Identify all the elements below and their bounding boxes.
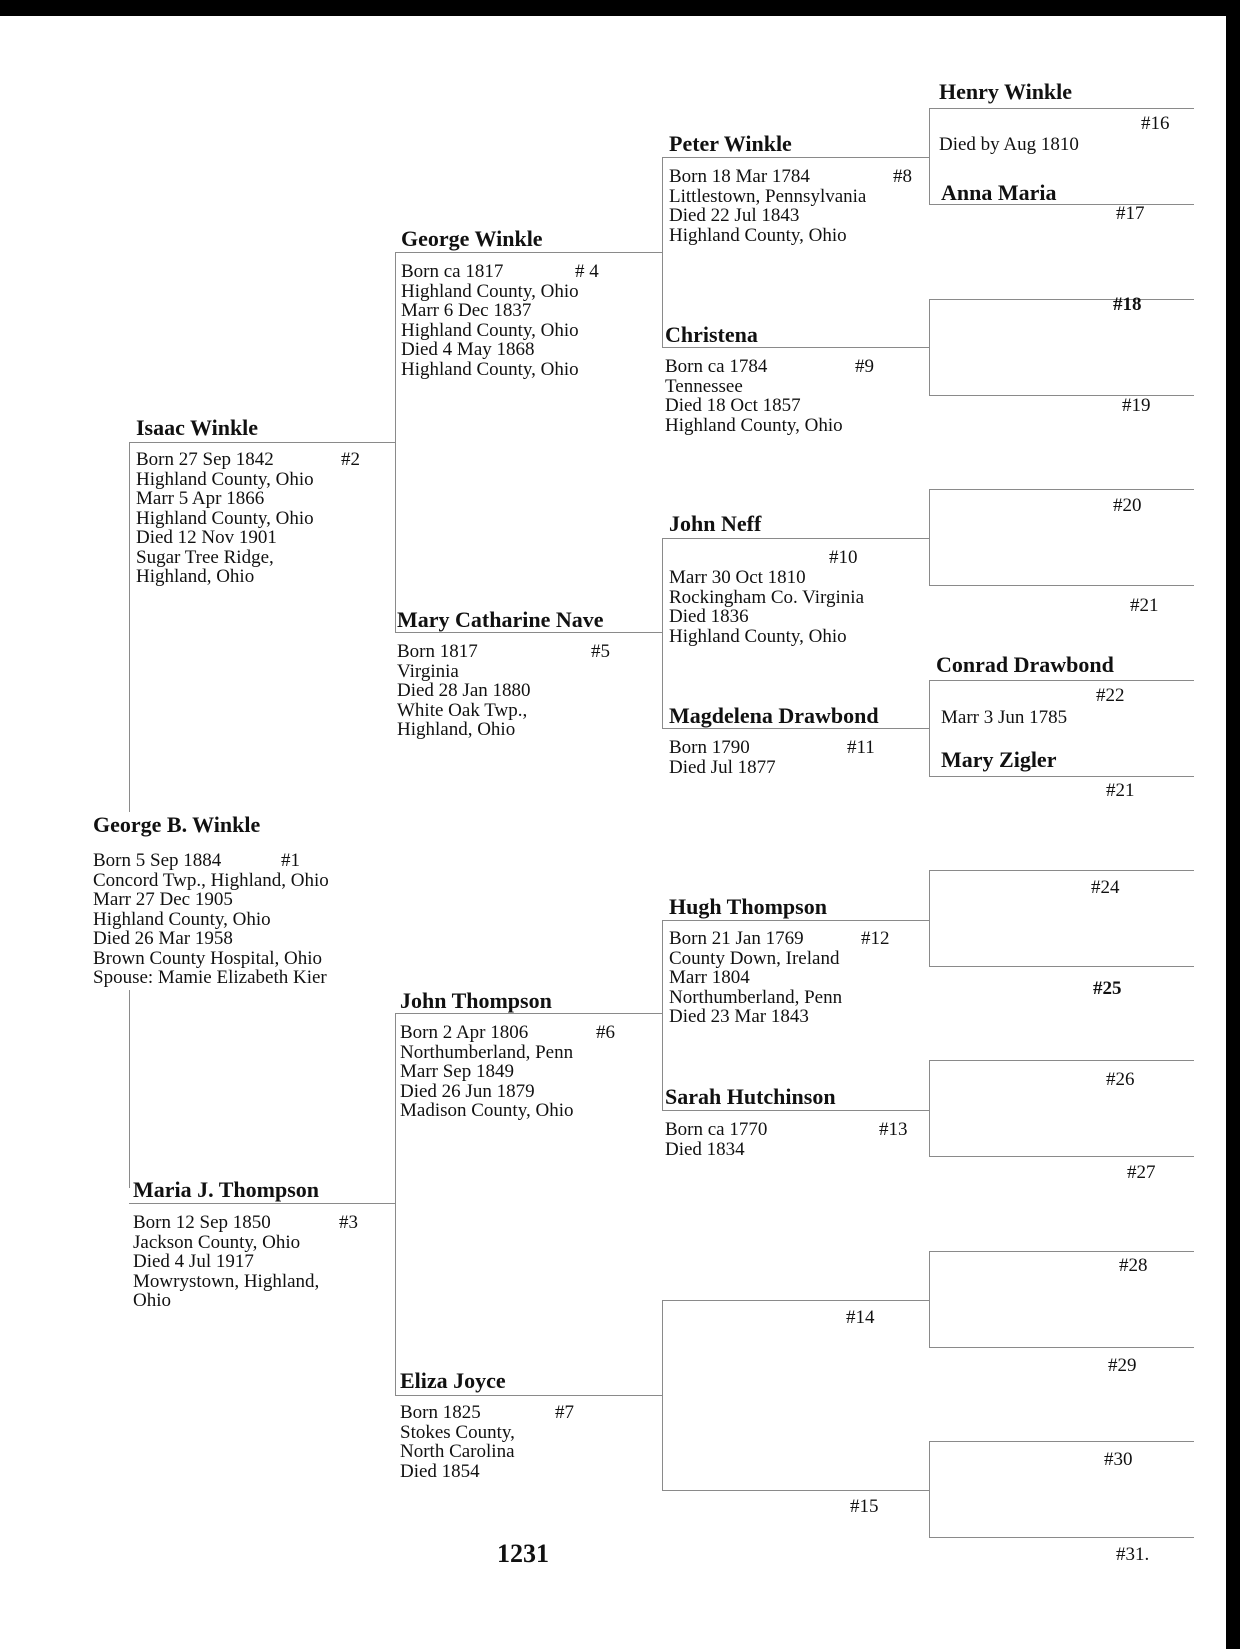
person-number: #13 — [879, 1119, 908, 1140]
connector — [395, 1203, 396, 1395]
person-number: #19 — [1122, 395, 1151, 416]
person-number: #6 — [596, 1022, 615, 1043]
connector — [929, 108, 930, 204]
person-number: #20 — [1113, 495, 1142, 516]
person-number: #31. — [1116, 1544, 1150, 1565]
detail-line: Spouse: Mamie Elizabeth Kier — [93, 967, 327, 988]
person-name: John Thompson — [400, 988, 552, 1013]
detail-line: Rockingham Co. Virginia — [669, 586, 865, 608]
detail-line: Died 12 Nov 1901 — [136, 527, 277, 548]
detail-line: Marr Sep 1849 — [400, 1061, 514, 1082]
connector — [395, 1013, 662, 1014]
connector — [929, 1537, 1194, 1538]
connector — [929, 870, 930, 966]
detail-line: Died 1834 — [665, 1138, 745, 1160]
person-name: Conrad Drawbond — [936, 652, 1114, 677]
connector — [662, 1110, 929, 1111]
connector — [395, 252, 396, 443]
connector — [662, 347, 929, 348]
detail-line: Died 18 Oct 1857 — [665, 395, 801, 416]
detail-line: Highland, Ohio — [397, 719, 516, 740]
detail-line: Born 1817 — [397, 641, 478, 662]
person-number: #30 — [1104, 1449, 1133, 1470]
connector — [929, 680, 930, 776]
person-details — [669, 929, 842, 1027]
detail-line: Died 28 Jan 1880 — [397, 680, 531, 701]
detail-line: Died 26 Mar 1958 — [93, 928, 233, 949]
detail-line: Born 12 Sep 1850 — [133, 1212, 271, 1233]
person-number: #3 — [339, 1212, 358, 1233]
connector — [129, 990, 130, 1188]
detail-line: Born ca 1784 — [665, 356, 768, 377]
detail-line: North Carolina — [400, 1441, 515, 1462]
connector — [929, 299, 930, 395]
person-number: #28 — [1119, 1255, 1148, 1276]
person-number: #1 — [281, 850, 300, 871]
detail-line: Highland County, Ohio — [669, 224, 847, 246]
connector — [662, 920, 663, 1110]
detail-line: Born ca 1770 — [665, 1119, 768, 1140]
detail-line: Died 1854 — [400, 1460, 480, 1482]
person-name: Hugh Thompson — [669, 894, 827, 919]
connector — [662, 538, 929, 539]
detail-line: Littlestown, Pennsylvania — [669, 185, 867, 207]
detail-line: Jackson County, Ohio — [133, 1231, 301, 1253]
detail-line: Highland, Ohio — [136, 566, 255, 587]
detail-line: Marr 3 Jun 1785 — [941, 707, 1068, 728]
detail-line: Stokes County, — [400, 1421, 515, 1443]
connector — [929, 1156, 1194, 1157]
person-number: #2 — [341, 449, 360, 470]
connector — [929, 299, 1194, 300]
person-number: #10 — [829, 547, 858, 568]
person-details — [665, 1120, 767, 1159]
person-number: #7 — [555, 1402, 574, 1423]
person-details — [665, 357, 843, 435]
person-number: #12 — [861, 928, 890, 949]
detail-line: Marr 6 Dec 1837 — [401, 300, 532, 321]
person-details — [669, 167, 866, 245]
detail-line: Born 18 Mar 1784 — [669, 166, 810, 187]
detail-line: Died 4 Jul 1917 — [133, 1251, 254, 1272]
connector — [929, 489, 1194, 490]
connector — [395, 442, 396, 632]
connector — [129, 442, 130, 812]
detail-line: Marr 5 Apr 1866 — [136, 488, 265, 509]
connector — [929, 1251, 1194, 1252]
scan-right-border — [1226, 0, 1240, 1649]
person-number: #21 — [1130, 595, 1159, 616]
person-number: #16 — [1141, 113, 1170, 134]
detail-line: Highland County, Ohio — [669, 625, 847, 647]
connector — [929, 966, 1194, 967]
person-number: #25 — [1093, 978, 1122, 999]
person-number: #14 — [846, 1307, 875, 1328]
detail-line: Died 22 Jul 1843 — [669, 205, 800, 226]
connector — [929, 1060, 1194, 1061]
connector — [929, 1441, 930, 1537]
person-number: #29 — [1108, 1355, 1137, 1376]
detail-line: Sugar Tree Ridge, — [136, 546, 274, 568]
person-name: Isaac Winkle — [136, 415, 259, 440]
detail-line: Highland County, Ohio — [401, 358, 579, 380]
person-number: #8 — [893, 166, 912, 187]
connector — [929, 870, 1194, 871]
person-details — [93, 851, 329, 988]
detail-line: Died 4 May 1868 — [401, 339, 535, 360]
person-number: #11 — [847, 737, 875, 758]
connector — [929, 1347, 1194, 1348]
detail-line: Died by Aug 1810 — [939, 134, 1079, 155]
person-name: Mary Catharine Nave — [397, 607, 604, 632]
person-number: #9 — [855, 356, 874, 377]
detail-line: Born 5 Sep 1884 — [93, 850, 222, 871]
person-name: Peter Winkle — [669, 131, 792, 156]
connector — [929, 489, 930, 585]
detail-line: Tennessee — [665, 375, 743, 397]
detail-line: Marr 1804 — [669, 967, 750, 988]
person-name: George Winkle — [401, 226, 543, 251]
connector — [662, 920, 929, 921]
detail-line: Born 2 Apr 1806 — [400, 1022, 529, 1043]
connector — [395, 1013, 396, 1203]
person-details — [941, 708, 1067, 728]
person-number: #21 — [1106, 780, 1135, 801]
connector — [129, 442, 395, 443]
detail-line: Mowrystown, Highland, — [133, 1270, 320, 1292]
connector — [395, 1395, 662, 1396]
connector — [662, 728, 929, 729]
person-number: #26 — [1106, 1069, 1135, 1090]
person-number: #24 — [1091, 877, 1120, 898]
detail-line: Northumberland, Penn — [400, 1041, 574, 1063]
person-name: Magdelena Drawbond — [669, 703, 879, 728]
detail-line: Died 23 Mar 1843 — [669, 1006, 809, 1027]
detail-line: Born 1825 — [400, 1402, 481, 1423]
connector — [929, 776, 1194, 777]
person-details — [939, 135, 1079, 155]
page-number: 1231 — [497, 1539, 549, 1568]
detail-line: Madison County, Ohio — [400, 1100, 574, 1121]
person-number: #22 — [1096, 685, 1125, 706]
detail-line: Died 1836 — [669, 606, 749, 627]
person-name: Sarah Hutchinson — [665, 1084, 836, 1109]
person-details — [400, 1403, 515, 1481]
detail-line: Brown County Hospital, Ohio — [93, 947, 323, 969]
person-details — [397, 642, 531, 740]
connector — [662, 538, 663, 728]
person-details — [400, 1023, 573, 1121]
connector — [662, 157, 663, 347]
person-name: Maria J. Thompson — [133, 1177, 320, 1202]
person-details — [401, 262, 579, 379]
detail-line: Highland County, Ohio — [665, 414, 843, 436]
connector — [929, 1060, 930, 1156]
person-name: John Neff — [669, 511, 762, 536]
person-number: #18 — [1113, 294, 1142, 315]
detail-line: Ohio — [133, 1290, 171, 1311]
connector — [662, 1490, 929, 1491]
person-name: Christena — [665, 322, 758, 347]
detail-line: Born 21 Jan 1769 — [669, 928, 804, 949]
detail-line: Highland County, Ohio — [136, 507, 314, 529]
person-details — [669, 738, 776, 777]
person-name: Mary Zigler — [941, 747, 1057, 772]
detail-line: Highland County, Ohio — [93, 908, 271, 930]
person-name: George B. Winkle — [93, 812, 261, 837]
person-name: Anna Maria — [941, 180, 1057, 205]
connector — [929, 108, 1194, 109]
connector — [929, 680, 1194, 681]
detail-line: Northumberland, Penn — [669, 986, 843, 1008]
detail-line: White Oak Twp., — [397, 699, 528, 721]
connector — [129, 1203, 395, 1204]
detail-line: Born 1790 — [669, 737, 750, 758]
connector — [662, 1300, 663, 1490]
person-name: Eliza Joyce — [400, 1368, 506, 1393]
detail-line: Highland County, Ohio — [401, 280, 579, 302]
scan-top-border — [0, 0, 1240, 16]
connector — [395, 252, 662, 253]
person-number: # 4 — [575, 261, 599, 282]
detail-line: Died 26 Jun 1879 — [400, 1080, 535, 1102]
detail-line: Virginia — [397, 660, 459, 682]
connector — [929, 585, 1194, 586]
detail-line: Died Jul 1877 — [669, 756, 776, 778]
detail-line: County Down, Ireland — [669, 947, 840, 969]
detail-line: Born ca 1817 — [401, 261, 504, 282]
connector — [662, 1300, 929, 1301]
detail-line: Concord Twp., Highland, Ohio — [93, 869, 329, 891]
detail-line: Highland County, Ohio — [136, 468, 314, 490]
detail-line: Highland County, Ohio — [401, 319, 579, 341]
person-number: #15 — [850, 1496, 879, 1517]
person-details — [669, 568, 864, 646]
detail-line: Marr 30 Oct 1810 — [669, 567, 806, 588]
person-details — [133, 1213, 319, 1311]
connector — [395, 632, 662, 633]
detail-line: Marr 27 Dec 1905 — [93, 889, 233, 910]
connector — [929, 1441, 1194, 1442]
person-number: #27 — [1127, 1162, 1156, 1183]
person-details — [136, 450, 314, 587]
connector — [929, 395, 1194, 396]
person-name: Henry Winkle — [939, 79, 1073, 104]
connector — [662, 157, 929, 158]
person-number: #5 — [591, 641, 610, 662]
detail-line: Born 27 Sep 1842 — [136, 449, 274, 470]
connector — [929, 1251, 930, 1347]
person-number: #17 — [1116, 203, 1145, 224]
